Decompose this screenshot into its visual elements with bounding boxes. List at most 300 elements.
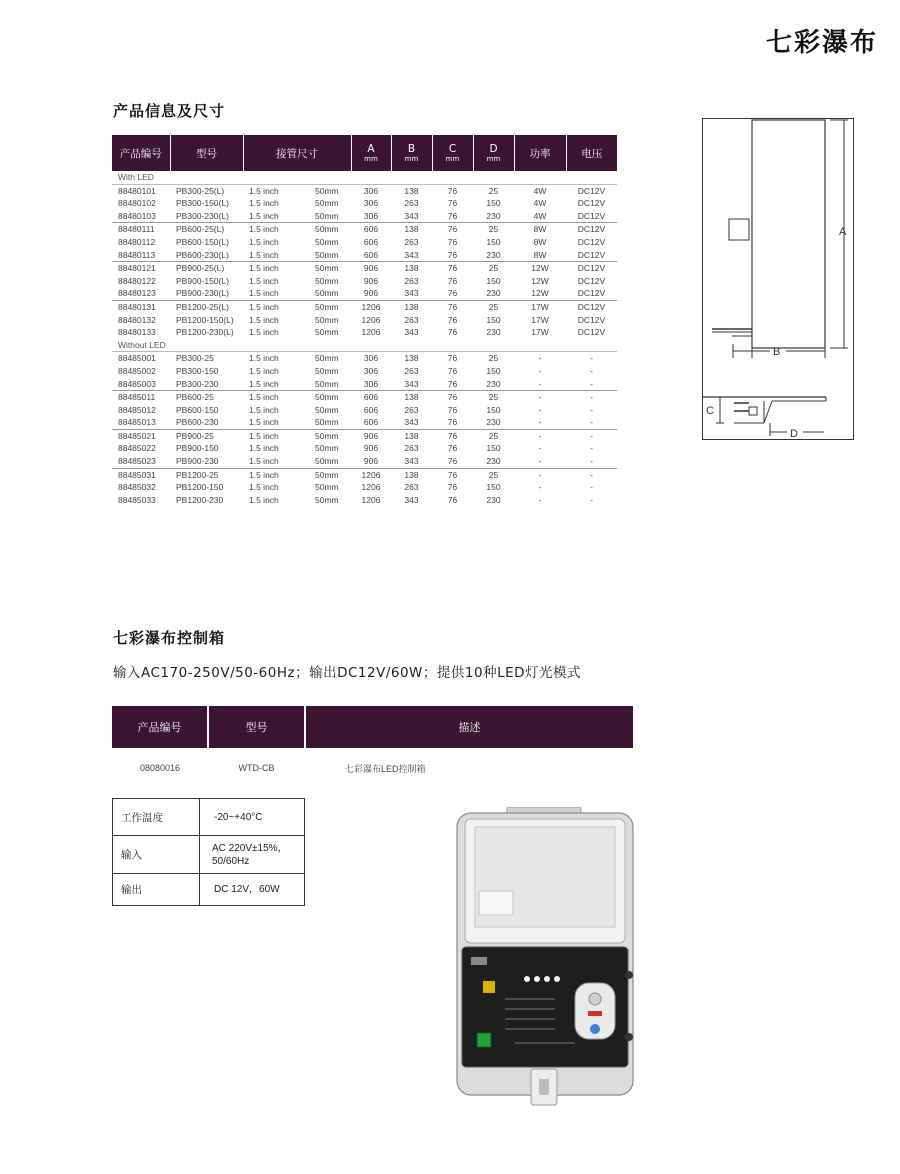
spec-cell: 88485021: [112, 429, 170, 442]
spec-cell: 1.5 inch: [249, 404, 279, 415]
drawing-frame: [703, 119, 854, 440]
spec-cell: -: [590, 365, 593, 376]
spec-cell: 12W: [531, 288, 549, 299]
spec-cell: 50mm: [315, 249, 339, 260]
spec-cell: 12W: [514, 262, 566, 275]
spec-cell: 150: [486, 236, 501, 247]
spec-cell: 88485031: [112, 468, 170, 481]
spec-group-row: [112, 339, 617, 352]
control-header-cell: 产品编号: [112, 706, 208, 748]
spec-cell: 138: [391, 262, 432, 275]
spec-cell: PB1200-230(L): [176, 327, 234, 338]
spec-cell: 50mm: [315, 327, 339, 338]
spec-cell: 17W: [531, 327, 549, 338]
spec-row: [112, 275, 617, 288]
spec-cell: 343: [404, 327, 419, 338]
spec-cell: 1.5 inch: [249, 198, 279, 209]
spec-cell: 343: [404, 456, 419, 467]
spec-cell: DC12V: [577, 236, 606, 247]
spec-cell: 17W: [531, 314, 549, 325]
spec-cell: 306: [363, 353, 379, 364]
spec-cell: 88480132: [118, 314, 156, 325]
spec-cell: PB1200-25: [170, 468, 243, 481]
spec-cell: 906: [351, 262, 391, 275]
spec-cell: 230: [486, 210, 501, 221]
spec-cell: 263: [404, 404, 419, 415]
spec-cell: 88480111: [112, 223, 170, 236]
spec-group-label: Without LED: [112, 339, 617, 352]
spec-cell: 50mm: [315, 456, 339, 467]
spec-cell: 1206: [351, 300, 391, 313]
spec-cell: -: [538, 404, 542, 415]
dimension-label-c: C: [706, 405, 714, 417]
spec-row: [112, 326, 617, 339]
spec-header-cell: D mm: [473, 135, 514, 171]
spec-cell: 263: [404, 443, 419, 454]
spec-header-row: [112, 135, 617, 171]
spec-cell: -: [590, 353, 593, 364]
spec-cell: 50mm: [315, 314, 339, 325]
spec-cell: -: [566, 429, 617, 442]
spec-cell: 88480112: [118, 236, 156, 247]
spec-cell: PB900-25(L): [170, 262, 243, 275]
spec-cell: 1.5 inch: [249, 378, 279, 389]
spec-cell: 76: [447, 327, 458, 338]
spec-cell: 50mm: [315, 482, 339, 493]
spec-cell: 88485002: [118, 365, 156, 376]
spec-cell: 150: [486, 404, 501, 415]
parameter-row: [113, 799, 305, 836]
spec-cell: 88485003: [118, 378, 156, 389]
spec-cell: DC12V: [577, 210, 606, 221]
spec-cell: 76: [432, 429, 473, 442]
spec-cell: 88480113: [118, 249, 156, 260]
spec-cell: 50mm: [315, 353, 339, 364]
spec-row: [112, 391, 617, 404]
control-product-table: [112, 706, 633, 788]
spec-cell: 263: [404, 236, 419, 247]
spec-row: [112, 352, 617, 365]
spec-cell: 150: [486, 365, 501, 376]
spec-cell: -: [514, 391, 566, 404]
spec-cell: 1.5 inch: [249, 249, 279, 260]
spec-cell: 343: [404, 249, 419, 260]
spec-cell: 230: [486, 456, 501, 467]
spec-cell: 25: [488, 353, 499, 364]
spec-cell: DC12V: [577, 314, 606, 325]
spec-cell: 1.5 inch: [249, 236, 279, 247]
dimension-label-a: A: [839, 226, 847, 238]
control-header-row: [112, 706, 633, 748]
spec-cell: 50mm: [301, 223, 351, 236]
spec-cell: PB600-230: [176, 417, 219, 428]
spec-cell: -: [538, 353, 542, 364]
spec-cell: 76: [447, 314, 458, 325]
spec-cell: 1.5 inch: [249, 288, 279, 299]
spec-cell: 50mm: [315, 185, 339, 196]
parameter-row: [113, 874, 305, 906]
spec-header-cell: C mm: [432, 135, 473, 171]
spec-group-row: [112, 171, 617, 184]
spec-section-title: 产品信息及尺寸: [113, 102, 226, 120]
spec-row: [112, 314, 617, 327]
control-header-cell: 描述: [305, 706, 633, 748]
spec-cell: PB600-25: [170, 391, 243, 404]
spec-cell: 88485012: [118, 404, 156, 415]
spec-cell: -: [538, 494, 542, 505]
spec-row: [112, 442, 617, 455]
spec-cell: 1.5 inch: [249, 275, 279, 286]
spec-cell: 1.5 inch: [249, 482, 279, 493]
spec-cell: -: [566, 468, 617, 481]
spec-cell: PB1200-150(L): [176, 314, 234, 325]
spec-cell: PB300-25: [176, 353, 214, 364]
spec-cell: PB900-150: [176, 443, 219, 454]
spec-cell: 1.5 inch: [249, 353, 279, 364]
spec-cell: PB300-230: [176, 378, 219, 389]
control-section-title: 七彩瀑布控制箱: [113, 629, 226, 647]
parameter-value: AC 220V±15%， 50/60Hz: [200, 836, 305, 874]
spec-cell: 343: [404, 378, 419, 389]
spec-cell: 50mm: [315, 365, 339, 376]
spec-cell: 88480123: [118, 288, 156, 299]
spec-cell: 1206: [361, 314, 381, 325]
spec-cell: 76: [447, 288, 458, 299]
spec-row: [112, 494, 617, 507]
spec-cell: -: [538, 378, 542, 389]
spec-header-cell: A mm: [351, 135, 391, 171]
weir-front-outline: [752, 120, 825, 348]
spec-cell: -: [590, 482, 593, 493]
spec-cell: 1.5 inch: [249, 185, 279, 196]
spec-cell: -: [590, 417, 593, 428]
spec-cell: 25: [473, 262, 514, 275]
parameter-label: 工作温度: [113, 799, 200, 836]
spec-cell: 50mm: [315, 417, 339, 428]
spec-cell: 1206: [361, 494, 381, 505]
spec-cell: 88485032: [118, 482, 156, 493]
spec-cell: 150: [486, 443, 501, 454]
spec-cell: 150: [486, 314, 501, 325]
spec-cell: PB600-230(L): [176, 249, 229, 260]
spec-cell: 88480131: [112, 300, 170, 313]
spec-cell: 606: [363, 236, 379, 247]
spec-cell: 50mm: [315, 198, 339, 209]
spec-cell: 76: [447, 236, 458, 247]
spec-cell: 50mm: [301, 468, 351, 481]
spec-cell: 50mm: [301, 391, 351, 404]
spec-table-body: [112, 171, 617, 506]
spec-row: [112, 378, 617, 391]
spec-row: [112, 468, 617, 481]
spec-cell: DC12V: [566, 262, 617, 275]
spec-cell: 306: [363, 378, 379, 389]
spec-cell: 76: [447, 456, 458, 467]
spec-cell: -: [590, 456, 593, 467]
spec-cell: 906: [363, 443, 379, 454]
spec-table: [112, 135, 617, 506]
spec-cell: 138: [391, 468, 432, 481]
spec-cell: 138: [404, 353, 419, 364]
spec-cell: 230: [486, 494, 501, 505]
spec-cell: 138: [391, 429, 432, 442]
spec-cell: 906: [363, 275, 379, 286]
spec-cell: 88485022: [118, 443, 156, 454]
spec-cell: PB1200-230: [176, 494, 224, 505]
spec-cell: 1.5 inch: [249, 456, 279, 467]
spec-row: [112, 210, 617, 223]
spec-cell: -: [538, 365, 542, 376]
spec-cell: 1.5 inch: [243, 429, 301, 442]
control-data-row: [112, 748, 633, 788]
spec-cell: 906: [363, 288, 379, 299]
spec-cell: PB300-150: [176, 365, 219, 376]
spec-cell: 263: [404, 275, 419, 286]
spec-cell: 1206: [361, 327, 381, 338]
spec-cell: 76: [447, 443, 458, 454]
spec-cell: 263: [404, 365, 419, 376]
spec-row: [112, 429, 617, 442]
spec-cell: PB900-25: [170, 429, 243, 442]
dimension-drawing: [702, 118, 854, 440]
spec-cell: 50mm: [315, 210, 339, 221]
spec-row: [112, 365, 617, 378]
spec-cell: 1.5 inch: [243, 262, 301, 275]
spec-cell: 263: [404, 198, 419, 209]
spec-row: [112, 455, 617, 468]
spec-cell: DC12V: [577, 185, 606, 196]
spec-row: [112, 236, 617, 249]
spec-cell: 50mm: [301, 262, 351, 275]
spec-cell: 1206: [361, 482, 381, 493]
parameter-value: -20~+40°C: [200, 799, 305, 836]
spec-cell: 4W: [533, 185, 547, 196]
spec-cell: 138: [391, 300, 432, 313]
spec-cell: 8W: [533, 236, 547, 247]
spec-cell: 150: [486, 482, 501, 493]
spec-cell: 606: [363, 404, 379, 415]
spec-cell: 50mm: [315, 443, 339, 454]
spec-cell: 343: [404, 210, 419, 221]
spec-cell: PB300-230(L): [176, 210, 229, 221]
spec-cell: -: [514, 429, 566, 442]
spec-cell: 76: [447, 365, 458, 376]
spec-cell: 1.5 inch: [249, 365, 279, 376]
spec-header-cell: 接管尺寸: [243, 135, 351, 171]
spec-cell: 76: [447, 198, 458, 209]
spec-cell: PB300-150(L): [176, 198, 229, 209]
spec-cell: 76: [447, 275, 458, 286]
spec-cell: 1.5 inch: [243, 300, 301, 313]
spec-cell: 50mm: [315, 378, 339, 389]
spec-cell: 1.5 inch: [249, 210, 279, 221]
dimension-label-b: B: [773, 346, 781, 358]
spec-cell: -: [590, 378, 593, 389]
spec-cell: 88480121: [112, 262, 170, 275]
control-box-image: [455, 807, 637, 1107]
spec-cell: 76: [447, 378, 458, 389]
spec-cell: 606: [351, 223, 391, 236]
spec-cell: 263: [404, 482, 419, 493]
spec-cell: 88480133: [118, 327, 156, 338]
spec-cell: PB300-25(L): [176, 185, 225, 196]
spec-cell: 138: [391, 223, 432, 236]
spec-row: [112, 249, 617, 262]
spec-cell: 1206: [351, 468, 391, 481]
spec-header-cell: 产品编号: [112, 135, 170, 171]
spec-cell: DC12V: [577, 327, 606, 338]
parameter-row: [113, 836, 305, 874]
spec-cell: 8W: [533, 249, 547, 260]
spec-cell: 50mm: [315, 288, 339, 299]
control-header-cell: 型号: [208, 706, 305, 748]
spec-cell: PB900-230(L): [176, 288, 229, 299]
spec-cell: PB1200-25(L): [170, 300, 243, 313]
spec-cell: 263: [404, 314, 419, 325]
spec-cell: 4W: [533, 198, 547, 209]
spec-cell: 150: [486, 275, 501, 286]
spec-cell: DC12V: [577, 275, 606, 286]
spec-cell: 343: [404, 288, 419, 299]
spec-cell: -: [538, 482, 542, 493]
control-cell: 七彩瀑布LED控制箱: [345, 763, 426, 774]
spec-cell: 76: [447, 482, 458, 493]
spec-cell: 230: [486, 417, 501, 428]
spec-cell: 76: [447, 249, 458, 260]
spec-cell: 1.5 inch: [249, 314, 279, 325]
spec-cell: PB600-25(L): [170, 223, 243, 236]
spec-cell: 12W: [531, 275, 549, 286]
spec-cell: -: [590, 494, 593, 505]
spec-cell: 76: [432, 468, 473, 481]
spec-cell: 88485033: [118, 494, 156, 505]
spec-cell: DC12V: [566, 300, 617, 313]
control-description: 输入AC170-250V/50-60Hz；输出DC12V/60W；提供10种LED灯光模式: [113, 665, 582, 681]
spec-cell: PB600-150(L): [176, 236, 229, 247]
spec-cell: -: [566, 391, 617, 404]
spec-cell: 4W: [533, 210, 547, 221]
spec-cell: DC12V: [566, 223, 617, 236]
spec-cell: 88485011: [112, 391, 170, 404]
spec-cell: 50mm: [301, 429, 351, 442]
parameter-label: 输入: [113, 836, 200, 874]
spec-row: [112, 481, 617, 494]
spec-cell: 88480122: [118, 275, 156, 286]
page-title: 七彩瀑布: [765, 28, 878, 58]
spec-row: [112, 416, 617, 429]
spec-row: [112, 223, 617, 236]
spec-cell: 343: [404, 417, 419, 428]
spec-cell: 76: [447, 210, 458, 221]
spec-cell: 306: [363, 365, 379, 376]
spec-cell: 138: [391, 391, 432, 404]
spec-cell: 606: [351, 391, 391, 404]
spec-cell: 606: [363, 417, 379, 428]
control-cell: 08080016: [139, 763, 181, 773]
spec-cell: 25: [473, 468, 514, 481]
spec-cell: -: [538, 443, 542, 454]
spec-cell: 50mm: [301, 300, 351, 313]
spec-cell: 76: [447, 417, 458, 428]
spec-cell: -: [538, 417, 542, 428]
spec-cell: 306: [363, 198, 379, 209]
spec-cell: 25: [473, 391, 514, 404]
spec-cell: 1.5 inch: [249, 443, 279, 454]
spec-cell: 25: [473, 223, 514, 236]
spec-header-cell: 功率: [514, 135, 566, 171]
spec-row: [112, 300, 617, 313]
spec-cell: 306: [363, 210, 379, 221]
spec-cell: 906: [351, 429, 391, 442]
spec-cell: 230: [486, 378, 501, 389]
spec-cell: 76: [447, 404, 458, 415]
spec-cell: PB900-150(L): [176, 275, 229, 286]
spec-header-cell: 型号: [170, 135, 243, 171]
spec-group-label: With LED: [112, 171, 617, 184]
spec-cell: 76: [447, 494, 458, 505]
spec-cell: 76: [447, 185, 458, 196]
spec-header-cell: B mm: [391, 135, 432, 171]
spec-cell: -: [590, 443, 593, 454]
spec-cell: DC12V: [577, 249, 606, 260]
spec-cell: 25: [473, 300, 514, 313]
spec-cell: 50mm: [315, 494, 339, 505]
spec-cell: 343: [404, 494, 419, 505]
spec-row: [112, 287, 617, 300]
pipe-box-outline: [729, 219, 749, 240]
spec-cell: 606: [363, 249, 379, 260]
spec-cell: 76: [447, 353, 458, 364]
spec-cell: 88485023: [118, 456, 156, 467]
spec-cell: PB1200-150: [176, 482, 224, 493]
spec-cell: PB600-150: [176, 404, 219, 415]
spec-cell: 1.5 inch: [243, 468, 301, 481]
spec-cell: -: [590, 404, 593, 415]
spec-cell: 76: [432, 223, 473, 236]
spec-cell: 76: [432, 300, 473, 313]
spec-cell: 230: [486, 249, 501, 260]
spec-cell: 88480102: [118, 198, 156, 209]
spec-cell: 906: [363, 456, 379, 467]
control-cell: WTD-CB: [238, 763, 275, 773]
spec-cell: -: [514, 468, 566, 481]
spec-cell: 8W: [514, 223, 566, 236]
spec-cell: 76: [432, 391, 473, 404]
spec-cell: PB900-230: [176, 456, 219, 467]
spec-cell: 17W: [514, 300, 566, 313]
parameter-label: 输出: [113, 874, 200, 906]
spec-cell: 150: [486, 198, 501, 209]
spec-cell: 230: [486, 288, 501, 299]
spec-cell: 25: [473, 429, 514, 442]
spec-cell: 1.5 inch: [249, 417, 279, 428]
spec-cell: 88485013: [118, 417, 156, 428]
spec-header-cell: 电压: [566, 135, 617, 171]
spec-cell: 88480103: [118, 210, 156, 221]
spec-row: [112, 184, 617, 197]
spec-cell: 25: [488, 185, 499, 196]
spec-cell: -: [538, 456, 542, 467]
spec-cell: 88480101: [118, 185, 156, 196]
spec-cell: 1.5 inch: [243, 223, 301, 236]
spec-cell: 230: [486, 327, 501, 338]
spec-cell: 50mm: [315, 275, 339, 286]
parameter-table: [112, 798, 305, 906]
spec-cell: 50mm: [315, 236, 339, 247]
spec-cell: 138: [404, 185, 419, 196]
spec-row: [112, 404, 617, 417]
spec-cell: 50mm: [315, 404, 339, 415]
